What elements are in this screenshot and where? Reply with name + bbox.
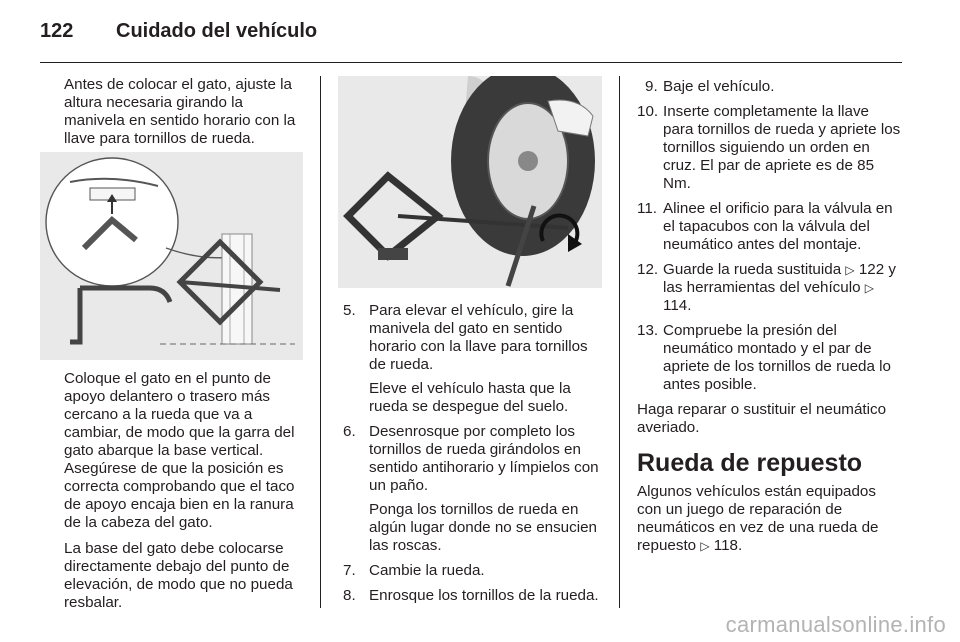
lifting-diagram [338, 76, 602, 288]
page-reference-link[interactable]: 122 [858, 261, 885, 278]
jack-position-paragraph: Coloque el gato en el punto de apoyo delantero o trasero más cercano a la rueda que va a cambiar, de modo que la garra del gato abarque la base vertical. Asegúrese de que la posición es correcta comprobando que el taco de apoyo encaja bien en la ranura de la cabeza del gato. [64, 370, 295, 531]
paragraph-text: Algunos vehículos están equipados con un juego de reparación de neumáticos en vez de una rueda de repuesto [637, 483, 879, 554]
step-number: 11. [637, 200, 657, 217]
step-9 [637, 78, 903, 96]
column-2 [343, 302, 605, 612]
step-text: Compruebe la presión del neumático montado y el par de apriete de los tornillos de rueda lo antes posible. [663, 322, 891, 393]
intro-paragraph: Antes de colocar el gato, ajuste la altura necesaria girando la manivela en sentido horario con la llave para tornillos de rueda. [64, 76, 296, 147]
jack-diagram [40, 152, 303, 360]
column-divider [619, 76, 620, 608]
step-10 [637, 103, 903, 193]
jack-base-paragraph: La base del gato debe colocarse directamente debajo del punto de elevación, de modo que no pueda resbalar. [64, 540, 293, 611]
step-6 [343, 423, 605, 555]
step-text: Desenrosque por completo los tornillos de rueda girándolos en sentido antihorario y límpielos con un paño. [369, 423, 599, 494]
arrow-ref-icon: ▷ [700, 539, 710, 553]
step-8 [343, 587, 605, 605]
step-5 [343, 302, 605, 416]
step-text: Guarde la rueda sustituida [663, 261, 846, 278]
chapter-title: Cuidado del vehículo [116, 20, 318, 42]
step-number: 12. [637, 261, 659, 278]
step-12 [637, 261, 903, 315]
page-reference-link[interactable]: 114 [663, 297, 688, 314]
wheel-lifting-illustration [338, 76, 602, 288]
closing-paragraph: Haga reparar o sustituir el neumático averiado. [637, 401, 887, 436]
arrow-ref-icon: ▷ [864, 281, 874, 295]
column-divider [320, 76, 321, 608]
step-11 [637, 200, 903, 254]
watermark: carmanualsonline.info [725, 612, 946, 637]
step-number: 5. [343, 302, 356, 319]
step-number: 8. [343, 587, 356, 604]
step-subtext: Ponga los tornillos de rueda en algún lugar donde no se ensucien las roscas. [369, 501, 597, 554]
column-3 [637, 78, 903, 563]
step-text: Enrosque los tornillos de la rueda. [369, 587, 599, 604]
step-number: 9. [645, 78, 658, 95]
page-header [40, 0, 902, 63]
column-1-body [64, 370, 306, 620]
step-text: Para elevar el vehículo, gire la manivela del gato en sentido horario con la llave para tornillos de rueda. [369, 302, 588, 373]
step-text: Baje el vehículo. [663, 78, 775, 95]
paragraph-text: . [738, 537, 743, 554]
page-number: 122 [40, 20, 74, 42]
step-subtext: Eleve el vehículo hasta que la rueda se despegue del suelo. [369, 380, 571, 415]
step-number: 13. [637, 322, 659, 339]
step-text: y las herramientas del vehículo [663, 261, 897, 296]
step-number: 10. [637, 103, 659, 120]
step-number: 6. [343, 423, 356, 440]
step-text: Cambie la rueda. [369, 562, 485, 579]
step-text: Inserte completamente la llave para tornillos de rueda y apriete los tornillos siguiendo un orden en cruz. El par de apriete es de 85 Nm. [663, 103, 901, 192]
jack-placement-illustration [40, 152, 303, 360]
arrow-ref-icon: ▷ [845, 263, 855, 277]
step-text: Alinee el orificio para la válvula en el tapacubos con la válvula del neumático antes del montaje. [663, 200, 893, 253]
spare-wheel-paragraph [637, 483, 903, 555]
step-13 [637, 322, 903, 394]
step-text: . [687, 297, 692, 314]
column-1 [64, 76, 306, 156]
step-7 [343, 562, 605, 580]
section-title: Rueda de repuesto [637, 449, 863, 477]
page-reference-link[interactable]: 118 [713, 537, 739, 554]
step-number: 7. [343, 562, 356, 579]
